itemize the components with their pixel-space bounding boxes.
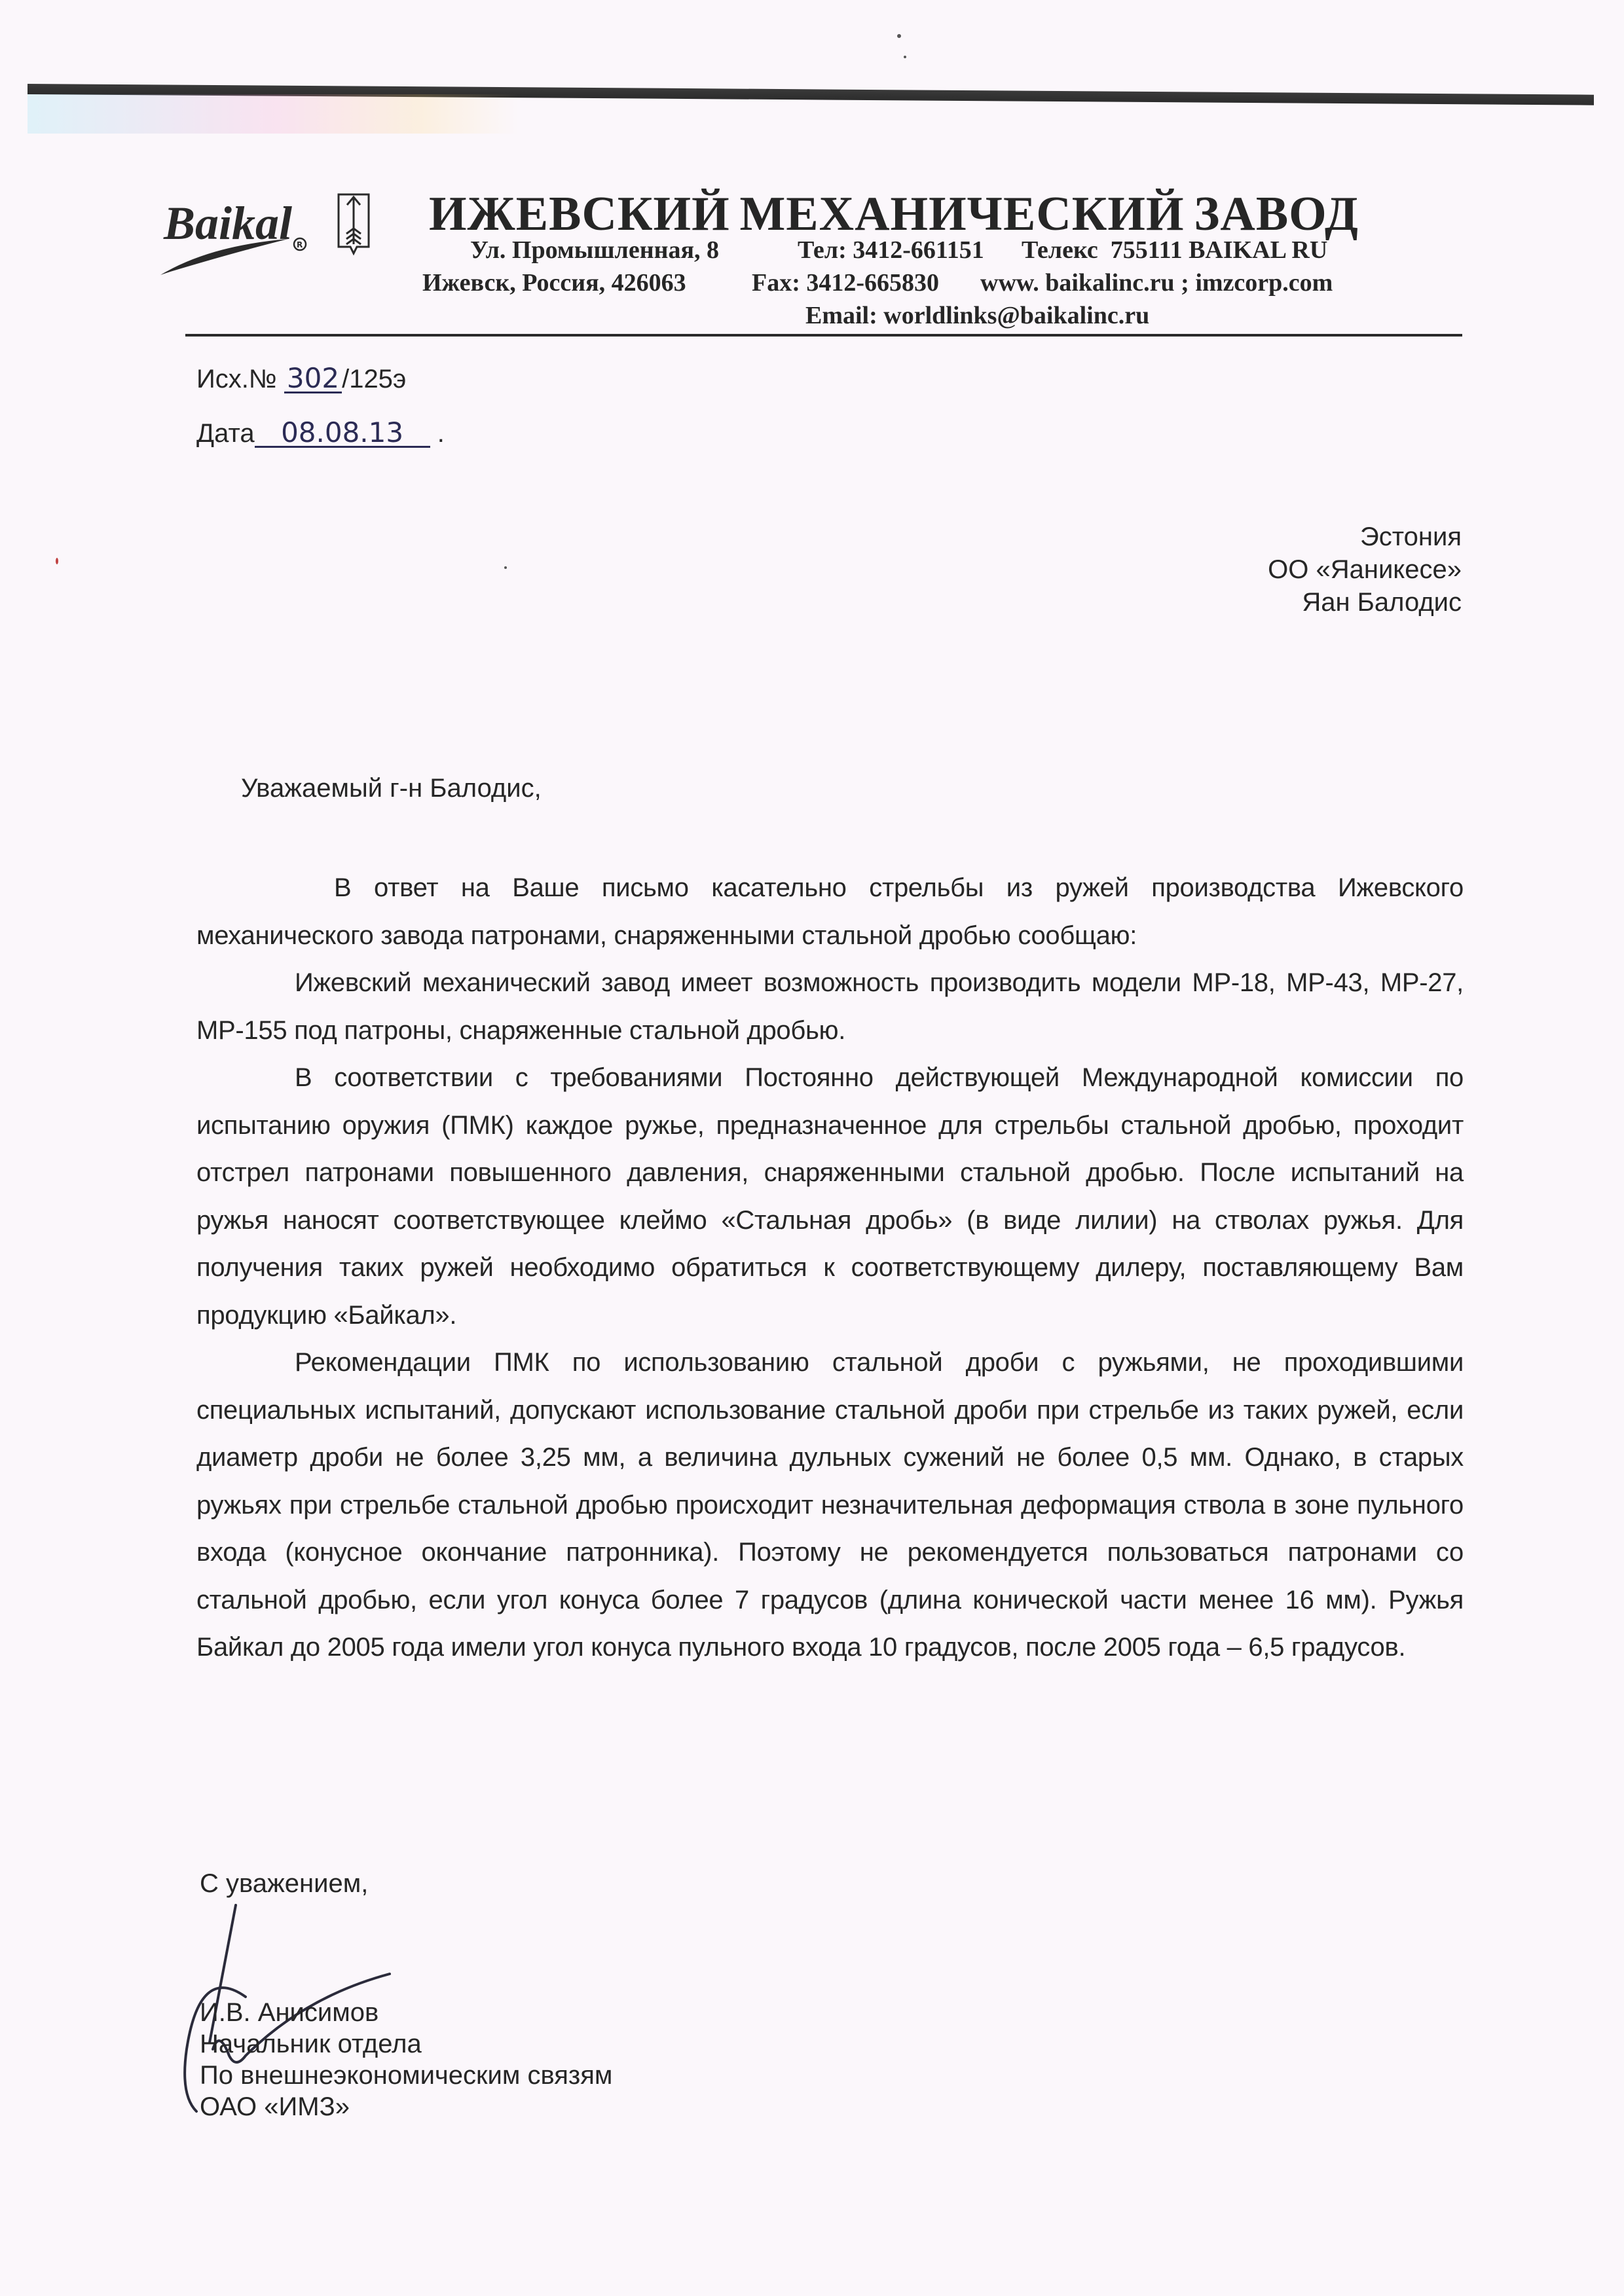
email: Email: worldlinks@baikalinc.ru xyxy=(805,302,1150,329)
outgoing-number-handwritten: 302 xyxy=(284,365,342,393)
outgoing-number-label: Исх.№ xyxy=(196,365,277,393)
signer-block xyxy=(200,1997,612,2123)
svg-text:Baikal: Baikal xyxy=(164,197,293,249)
body-paragraph: В соответствии с требованиями Постоянно действующей Международной комиссии по испытанию оружия (ПМК) каждое ружье, предназначенное для стрельбы стальной дробью, проходит отстрел патронами повышенного давления, снаряженными стальной дробью. После испытаний на ружья наносят соответствующее клеймо «Стальная дробь» (в виде лилии) на стволах ружья. Для получения таких ружей необходимо обратиться к соответствующему дилеру, поставляющему Вам продукцию «Байкал». xyxy=(196,1063,1464,1330)
phone: Тел: 3412-661151 xyxy=(798,236,984,264)
scan-speck xyxy=(56,558,58,564)
company-name-word: ИЖЕВСКИЙ xyxy=(429,187,730,241)
city-emblem-arrow-icon xyxy=(337,193,370,259)
address-city: Ижевск, Россия, 426063 xyxy=(422,269,686,297)
scan-speck xyxy=(504,566,507,569)
websites: www. baikalinc.ru ; imzcorp.com xyxy=(980,269,1333,297)
body-paragraph: Ижевский механический завод имеет возможность производить модели МР-18, МР-43, МР-27, МР-155 под патроны, снаряженные стальной дробью. xyxy=(196,968,1464,1045)
addressee-country: Эстония xyxy=(1360,522,1462,551)
company-name-word: МЕХАНИЧЕСКИЙ xyxy=(739,187,1185,241)
addressee-person: Яан Балодис xyxy=(1302,588,1462,617)
fax: Fax: 3412-665830 xyxy=(752,269,940,297)
outgoing-number-suffix: /125э xyxy=(342,365,407,393)
telex: Телекс 755111 BAIKAL RU xyxy=(1022,236,1328,264)
body-paragraph: В ответ на Ваше письмо касательно стрельбы из ружей производства Ижевского механического завода патронами, снаряженными стальной дробью сообщаю: xyxy=(196,873,1464,950)
scan-color-artifact xyxy=(28,94,519,134)
company-name xyxy=(429,188,1359,240)
outgoing-number xyxy=(196,363,406,395)
salutation: Уважаемый г-н Балодис, xyxy=(241,774,542,803)
scan-speck xyxy=(897,34,901,38)
signer-name: И.В. Анисимов xyxy=(200,1998,379,2027)
date-label: Дата xyxy=(196,419,255,448)
date-handwritten: 08.08.13 xyxy=(255,420,430,448)
body-paragraph: Рекомендации ПМК по использованию стальной дроби с ружьями, не проходившими специальных испытаний, допускают использование стальной дроби при стрельбе из таких ружей, если диаметр дроби не более 3,25 мм, а величина дульных сужений не более 0,5 мм. Однако, в старых ружьях при стрельбе стальной дробью происходит незначительная деформация ствола в зоне пульного входа (конусное окончание патронника). Поэтому не рекомендуется пользоваться патронами со стальной дробью, если угол конуса более 7 градусов (длина конической части менее 16 мм). Ружья Байкал до 2005 года имели угол конуса пульного входа 10 градусов, после 2005 года – 6,5 градусов. xyxy=(196,1348,1464,1662)
addressee-organization: ОО «Яаникесе» xyxy=(1268,555,1462,584)
letterhead xyxy=(157,180,1464,337)
addressee-block xyxy=(1268,520,1462,619)
company-name-word: ЗАВОД xyxy=(1194,187,1359,241)
letter-date xyxy=(196,418,445,449)
letterhead-divider xyxy=(185,334,1462,337)
signer-organization: ОАО «ИМЗ» xyxy=(200,2092,350,2121)
svg-text:R: R xyxy=(297,240,303,249)
baikal-logo-icon xyxy=(157,187,314,278)
signer-department: По внешнеэкономическим связям xyxy=(200,2061,613,2090)
scan-speck xyxy=(904,56,906,58)
closing: С уважением, xyxy=(200,1869,369,1898)
address-street: Ул. Промышленная, 8 xyxy=(470,236,720,264)
date-trailing-dot: . xyxy=(437,419,445,448)
signer-title: Начальник отдела xyxy=(200,2030,422,2058)
letter-body xyxy=(196,864,1464,1671)
